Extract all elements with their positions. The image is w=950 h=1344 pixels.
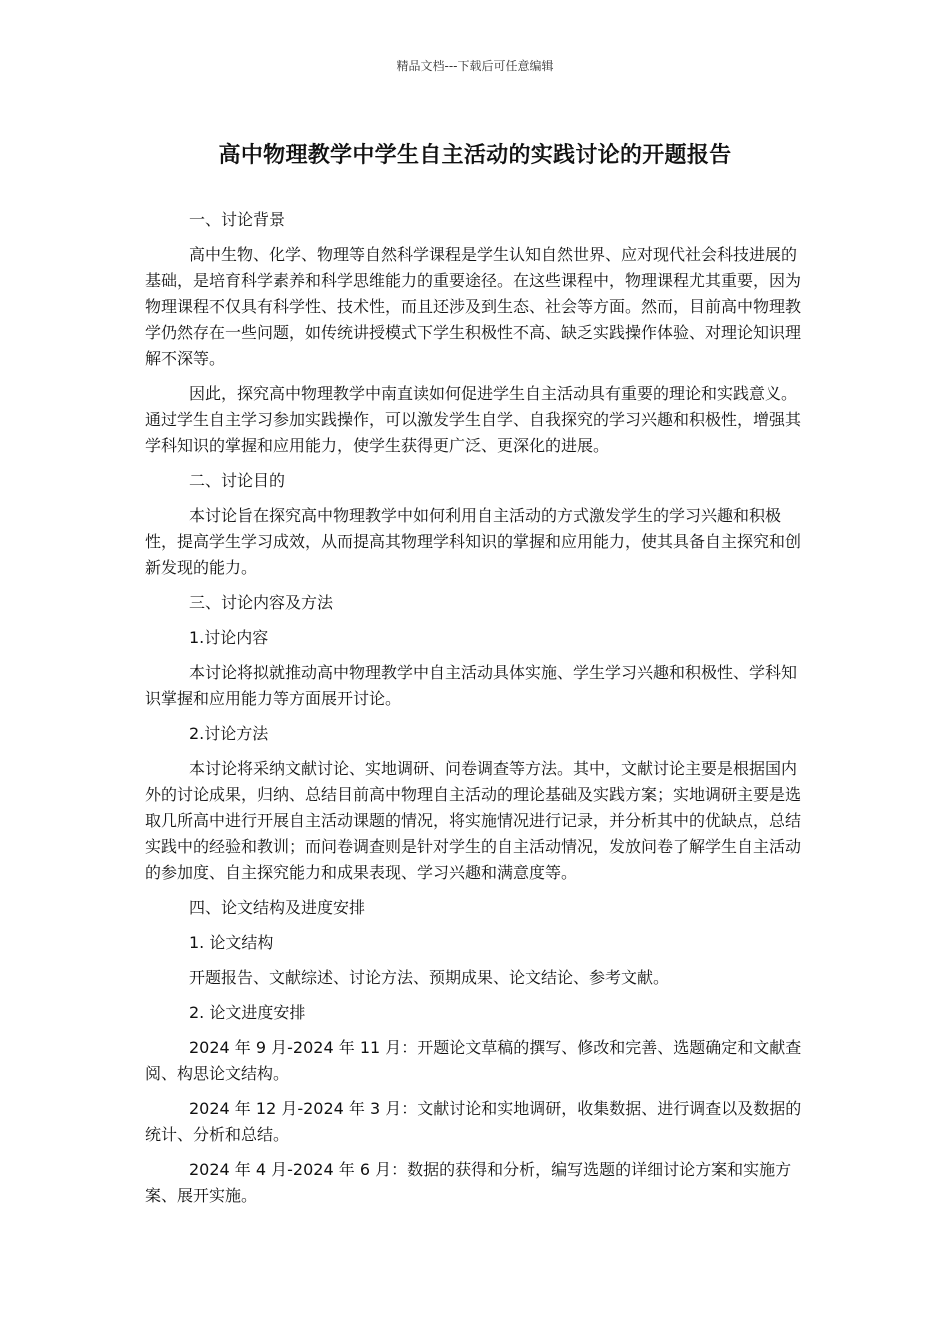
body-paragraph: 高中生物、化学、物理等自然科学课程是学生认知自然世界、应对现代社会科技进展的基础，是培育科学素养和科学思维能力的重要途径。在这些课程中，物理课程尤其重要，因为物理课程不仅具有科学性、技术性，而且还涉及到生态、社会等方面。然而，目前高中物理教学仍然存在一些问题，如传统讲授模式下学生积极性不高、缺乏实践操作体验、对理论知识理解不深等。: [145, 245, 802, 368]
body-paragraph: 本讨论将拟就推动高中物理教学中自主活动具体实施、学生学习兴趣和积极性、学科知识掌握和应用能力等方面展开讨论。: [145, 663, 798, 708]
page-header: 精品文档---下载后可任意编辑: [396, 59, 554, 73]
body-paragraph: 本讨论旨在探究高中物理教学中如何利用自主活动的方式激发学生的学习兴趣和积极性，提高学生学习成效，从而提高其物理学科知识的掌握和应用能力，使其具备自主探究和创新发现的能力。: [145, 506, 802, 577]
section-heading: 二、讨论目的: [189, 471, 286, 490]
body-paragraph: 开题报告、文献综述、讨论方法、预期成果、论文结论、参考文献。: [189, 968, 670, 987]
body-paragraph: 本讨论将采纳文献讨论、实地调研、问卷调查等方法。其中，文献讨论主要是根据国内外的讨论成果，归纳、总结目前高中物理自主活动的理论基础及实践方案；实地调研主要是选取几所高中进行开展自主活动课题的情况，将实施情况进行记录，并分析其中的优缺点，总结实践中的经验和教训；而问卷调查则是针对学生的自主活动情况，发放问卷了解学生自主活动的参加度、自主探究能力和成果表现、学习兴趣和满意度等。: [145, 759, 802, 882]
section-heading: 四、论文结构及进度安排: [189, 898, 366, 917]
schedule-item: 2024 年 4 月-2024 年 6 月：数据的获得和分析，编写选题的详细讨论方案和实施方案、展开实施。: [145, 1160, 792, 1205]
schedule-item: 2024 年 9 月-2024 年 11 月：开题论文草稿的撰写、修改和完善、选题确定和文献查阅、构思论文结构。: [145, 1038, 802, 1083]
section-heading: 一、讨论背景: [189, 210, 286, 229]
subsection-heading: 1.讨论内容: [189, 628, 269, 647]
subsection-heading: 1. 论文结构: [189, 933, 274, 952]
subsection-heading: 2. 论文进度安排: [189, 1003, 306, 1022]
body-paragraph: 因此，探究高中物理教学中南直读如何促进学生自主活动具有重要的理论和实践意义。通过学生自主学习参加实践操作，可以激发学生自学、自我探究的学习兴趣和积极性，增强其学科知识的掌握和应用能力，使学生获得更广泛、更深化的进展。: [145, 384, 802, 455]
subsection-heading: 2.讨论方法: [189, 724, 269, 743]
schedule-item: 2024 年 12 月-2024 年 3 月：文献讨论和实地调研，收集数据、进行调查以及数据的统计、分析和总结。: [145, 1099, 802, 1144]
document-title: 高中物理教学中学生自主活动的实践讨论的开题报告: [218, 143, 732, 168]
section-heading: 三、讨论内容及方法: [189, 593, 334, 612]
document-body: [145, 207, 807, 1218]
